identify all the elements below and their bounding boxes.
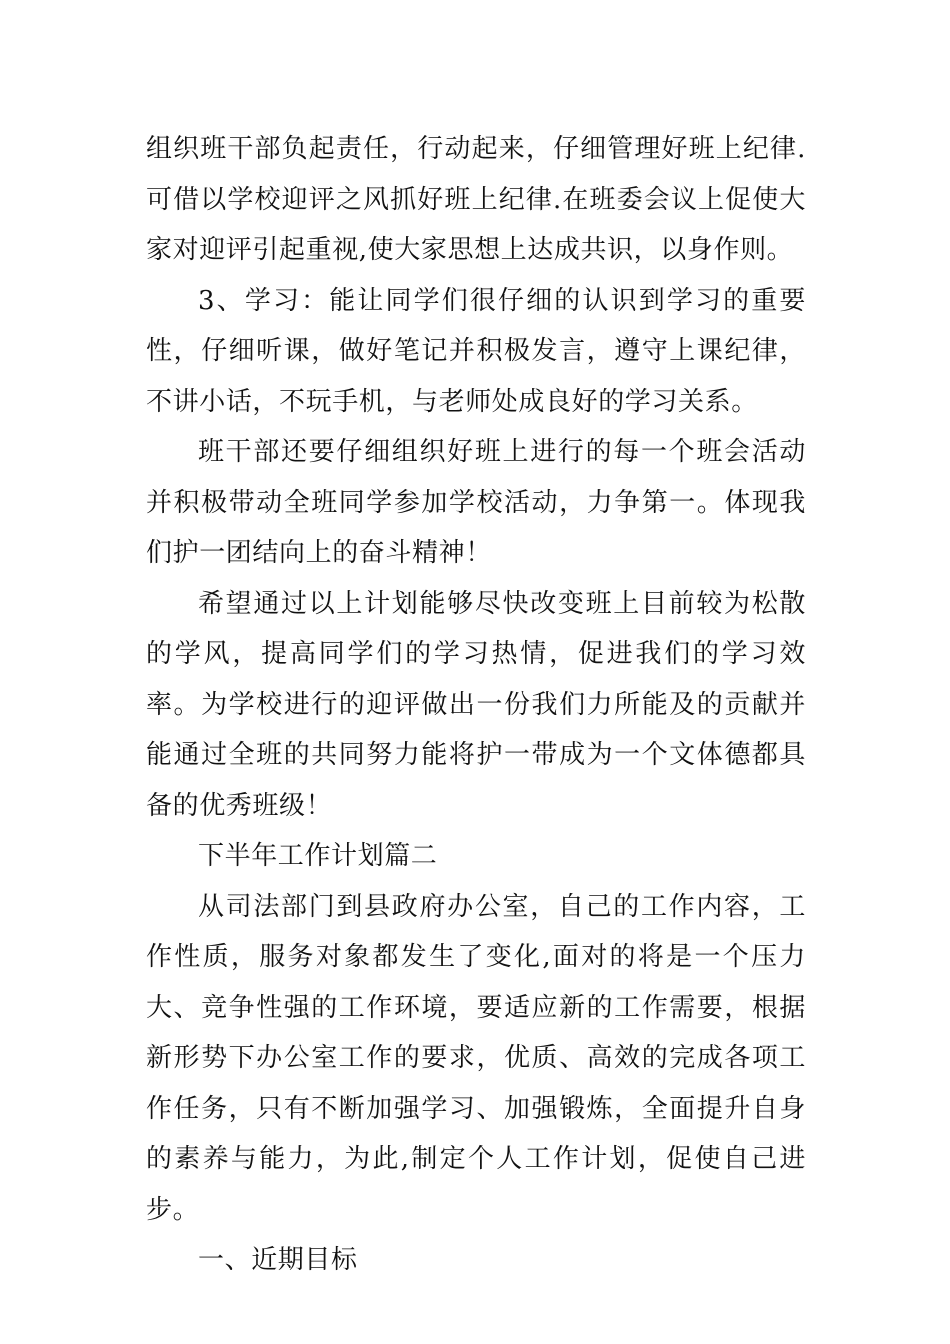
paragraph-class-discipline: 组织班干部负起责任，行动起来，仔细管理好班上纪律.可借以学校迎评之风抓好班上纪律.在班委会议上促使大家对迎评引起重视,使大家思想上达成共识，以身作则。 [146,134,806,265]
paragraph-class-activities: 班干部还要仔细组织好班上进行的每一个班会活动并积极带动全班同学参加学校活动，力争第一。体现我们护一团结向上的奋斗精神！ [146,437,806,568]
paragraph-office-work: 从司法部门到县政府办公室，自己的工作内容，工作性质，服务对象都发生了变化,面对的将是一个压力大、竞争性强的工作环境，要适应新的工作需要，根据新形势下办公室工作的要求，优质、高效的完成各项工作任务，只有不断加强学习、加强锻炼，全面提升自身的素养与能力，为此,制定个人工作计划，促使自己进步。 [146,891,806,1225]
paragraph-study: 3、学习：能让同学们很仔细的认识到学习的重要性，仔细听课，做好笔记并积极发言，遵守上课纪律，不讲小话，不玩手机，与老师处成良好的学习关系。 [146,285,806,417]
document-body [146,124,806,1286]
section-title-plan-two: 下半年工作计划篇二 [198,841,438,871]
paragraph-hope: 希望通过以上计划能够尽快改变班上目前较为松散的学风，提高同学们的学习热情，促进我们的学习效率。为学校进行的迎评做出一份我们力所能及的贡献并能通过全班的共同努力能将护一带成为一个文体德都具备的优秀班级！ [146,588,806,821]
section-heading-near-term-goals: 一、近期目标 [198,1245,358,1275]
